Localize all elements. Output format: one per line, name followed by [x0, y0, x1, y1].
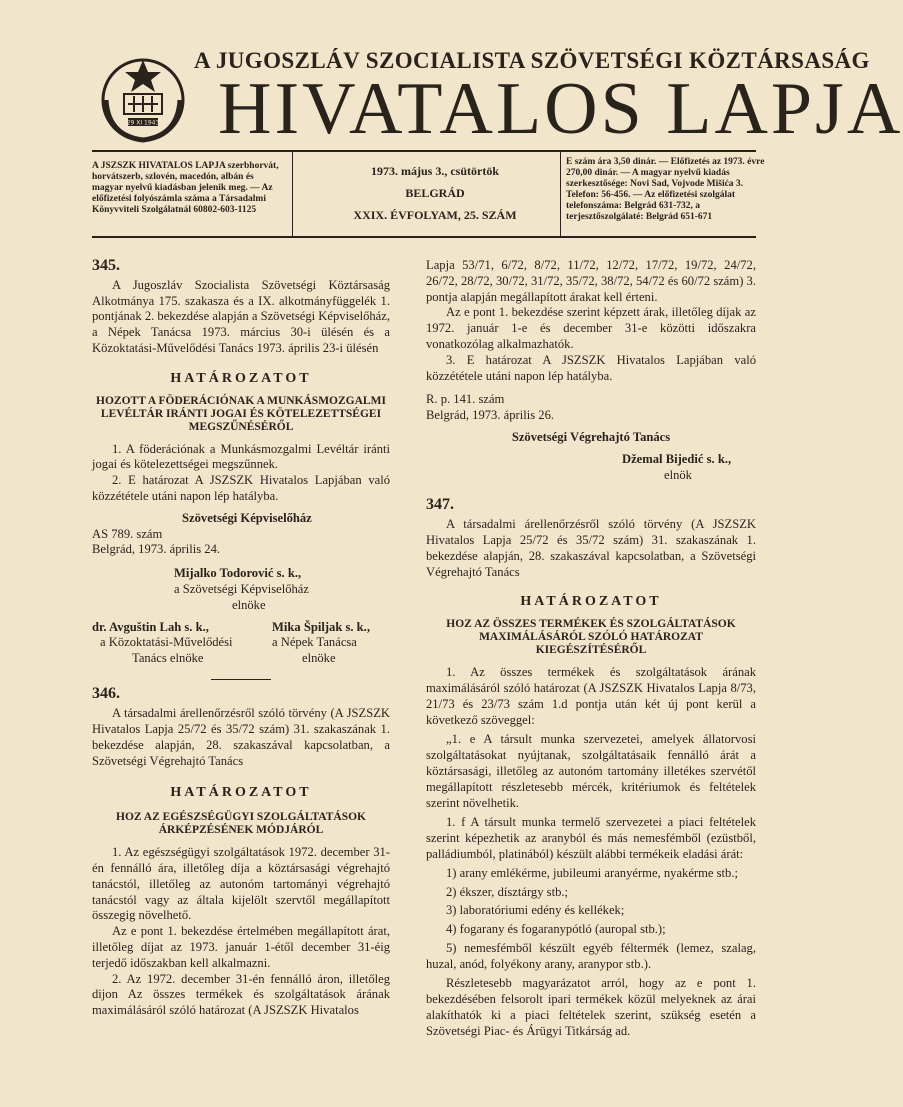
issue-city: BELGRÁD — [405, 186, 465, 200]
paragraph-346-1b: Az e pont 1. bekezdése értelmében megállapított árat, illetőleg díjat az 1973. január 1-étől december 31-éig terjedő időszakban kell alkalmazni. — [92, 924, 390, 970]
signatory-role: Tanács elnöke — [132, 651, 204, 666]
signatory-name: dr. Avguštin Lah s. k., — [92, 619, 209, 634]
subheading-347: HOZ AZ ÖSSZES TERMÉKEK ÉS SZOLGÁLTATÁSOK MAXIMÁLÁSÁRÓL SZÓLÓ HATÁROZAT KIEGÉSZÍTÉSÉRŐL — [446, 618, 736, 657]
state-emblem-icon — [98, 52, 188, 144]
signature-block-3 — [272, 620, 370, 667]
subheading-345: HOZOTT A FÖDERÁCIÓNAK A MUNKÁSMOZGALMI LEVÉLTÁR IRÁNTI JOGAI ÉS KÖTELEZETTSÉGEI MEGSZŰNÉSÉRŐL — [96, 394, 386, 433]
paragraph-347-1e: „1. e A társult munka szervezetei, amelyek állatorvosi szolgáltatásokat nyújtanak, szolgáltatásaik fennálló árát a köztársasági, illetőleg az autonóm tartomány illetékes szervétől megállapított részletesebb mércék, kritériumok és feltételek szerint növelhetik. — [426, 732, 756, 810]
section-number-347: 347. — [426, 496, 454, 514]
signatory-name: Mika Špiljak s. k., — [272, 619, 370, 634]
list-item: 2) ékszer, dísztárgy stb.; — [446, 884, 569, 899]
right-column — [426, 258, 756, 1040]
subheading-346: HOZ AZ EGÉSZSÉGÜGYI SZOLGÁLTATÁSOK ÁRKÉPZÉSÉNEK MÓDJÁRÓL — [116, 811, 366, 837]
signature-block-2 — [92, 620, 272, 667]
signatory-role: elnök — [664, 467, 692, 482]
heading-decision-345: HATÁROZATOT — [170, 370, 312, 386]
price-info: E szám ára 3,50 dinár. — Előfizetés az 1973. évre 270,00 dinár. — A magyar nyelvű kiadás szerkesztősége: Novi Sad, Vojvode Mišića 3. Telefon: 56-456. — Az előfizetési szolgálat telefonszáma: Belgrád 631-732, a terjesztőszolgálaté: Belgrád 651-671 — [566, 157, 765, 222]
heading-decision-347: HATÁROZATOT — [520, 594, 662, 610]
preamble-347: A társadalmi árellenőrzésről szóló törvény (A JSZSZK Hivatalos Lapja 25/72 és 35/72 szám) 31. szakaszának 1. bekezdése alapján, 28. szakaszával kapcsolatban, a Szövetségi Végrehajtó Tanács — [426, 517, 756, 579]
paragraph-347-1f: 1. f A társult munka termelő szervezetei a piaci feltételek szerint képezhetik az aranyból és más nemesfémből (ezüstből, palládiumból, platinából) készült alábbi termékeik eladási árát: — [426, 815, 756, 861]
reference-number-346: R. p. 141. szám — [426, 392, 505, 407]
signature-block-1 — [92, 566, 390, 613]
date-346: Belgrád, 1973. április 26. — [426, 408, 555, 423]
issue-date: 1973. május 3., csütörtök — [371, 164, 499, 178]
section-divider — [211, 679, 271, 681]
masthead-divider-left — [292, 152, 293, 236]
masthead-rule-bottom — [92, 236, 756, 238]
paragraph-346-1: 1. Az egészségügyi szolgáltatások 1972. december 31-én fennálló ára, illetőleg díja a köztársasági végrehajtó tanácstól, illetőleg az autonóm tartományi végrehajtó tanácstól vagy az általa kijelölt szervtől megállapított összegig növelhető. — [92, 845, 390, 923]
signatory-role: elnöke — [302, 651, 336, 666]
signatory-role: a Népek Tanácsa — [272, 635, 357, 650]
heading-decision-346: HATÁROZATOT — [170, 785, 312, 801]
emblem-date: 29 XI 1943 — [126, 119, 160, 127]
section-number-345: 345. — [92, 257, 120, 274]
publication-info: A JSZSZK HIVATALOS LAPJA szerbhorvát, horvátszerb, szlovén, macedón, albán és magyar nyelvű kiadásban jelenik meg. — Az előfizetési folyószámla száma a Társadalmi Könyvviteli Szolgálatnál 60802-603-1125 — [92, 161, 279, 215]
issue-info — [300, 160, 570, 226]
preamble-346: A társadalmi árellenőrzésről szóló törvény (A JSZSZK Hivatalos Lapja 25/72 és 35/72 szám) 31. szakaszának 1. bekezdése alapján, 28. szakaszával kapcsolatban, a Szövetségi Végrehajtó Tanács — [92, 706, 390, 768]
masthead-rule-top — [92, 150, 756, 152]
list-item: 4) fogarany és fogaranypótló (auropal stb.); — [446, 922, 666, 937]
date-345: Belgrád, 1973. április 24. — [92, 542, 221, 557]
preamble-345: A Jugoszláv Szocialista Szövetségi Köztársaság Alkotmánya 175. szakasza és a IX. alkotmányfüggelék 1. pontjának 2. bekezdése alapján a Szövetségi Képviselőház, a Népek Tanácsa 1973. március 30-i ülésén és a Közoktatási-Művelődési Tanács 1973. április 23-i ülésén — [92, 277, 390, 355]
masthead-title: HIVATALOS LAPJA — [218, 68, 903, 150]
issuing-body-345: Szövetségi Képviselőház — [182, 510, 312, 525]
masthead-supertitle: A JUGOSZLÁV SZOCIALISTA SZÖVETSÉGI KÖZTÁRSASÁG — [194, 48, 870, 73]
signatory-role: a Közoktatási-Művelődési — [100, 635, 233, 650]
paragraph-347-end: Részletesebb magyarázatot arról, hogy az e pont 1. bekezdésében felsorolt ipari termékek közül melyeknek az árai alakíthatók ki a piaci feltételek szerint, szükség esetén a Szövetségi Piac- és Árügyi Titkárság ad. — [426, 976, 756, 1038]
signatory-role: a Szövetségi Képviselőház — [174, 581, 309, 596]
issue-volume: XXIX. ÉVFOLYAM, 25. SZÁM — [353, 208, 517, 222]
list-item: 3) laboratóriumi edény és kellékek; — [446, 903, 625, 918]
section-number-346: 346. — [92, 685, 120, 703]
signatory-name: Džemal Bijedić s. k., — [622, 451, 732, 466]
issuing-body-346: Szövetségi Végrehajtó Tanács — [511, 429, 671, 444]
continuation-346-b: Az e pont 1. bekezdése szerint képzett árak, illetőleg díjak az 1972. január 1-e és december 31-e közötti időszakra vonatkozólag alkalmazhatók. — [426, 305, 756, 351]
reference-number-345: AS 789. szám — [92, 526, 163, 541]
continuation-346: Lapja 53/71, 6/72, 8/72, 11/72, 12/72, 17/72, 19/72, 24/72, 26/72, 28/72, 30/72, 31/72, 35/72, 38/72, 54/72 és 60/72 szám) 3. pontja alapján megállapított árakat kell érteni. — [426, 258, 756, 304]
signatory-name: Mijalko Todorović s. k., — [174, 566, 302, 581]
list-item: 5) nemesfémből készült egyéb féltermék (lemez, szalag, huzal, anód, folyékony arany, aranypor stb.). — [426, 940, 756, 971]
paragraph-346-2: 2. Az 1972. december 31-én fennálló áron, illetőleg dijon Az összes termékek és szolgáltatások árának maximálásáról szóló határozat (A JSZSZK Hivatalos — [92, 971, 390, 1018]
list-item: 1) arany emlékérme, jubileumi aranyérme, nyakérme stb.; — [446, 865, 738, 880]
paragraph-347-1: 1. Az összes termékek és szolgáltatások árának maximálásáról szóló határozat (A JSZSZK Hivatalos Lapja 8/73, 21/73 és 23/73 szám 1.d pontja után két új pont kerül a következő szöveggel: — [426, 665, 756, 727]
paragraph-346-3: 3. E határozat A JSZSZK Hivatalos Lapjában való közzététele utáni napon lép hatályba. — [426, 352, 756, 383]
signatory-role: elnöke — [232, 597, 266, 612]
left-column — [92, 258, 390, 1019]
signature-row — [92, 620, 390, 667]
paragraph-345-1: 1. A föderációnak a Munkásmozgalmi Levéltár iránti jogai és kötelezettségei megszűnnek. — [92, 441, 390, 472]
paragraph-345-2: 2. E határozat A JSZSZK Hivatalos Lapjában való közzététele utáni napon lép hatályba. — [92, 473, 390, 503]
